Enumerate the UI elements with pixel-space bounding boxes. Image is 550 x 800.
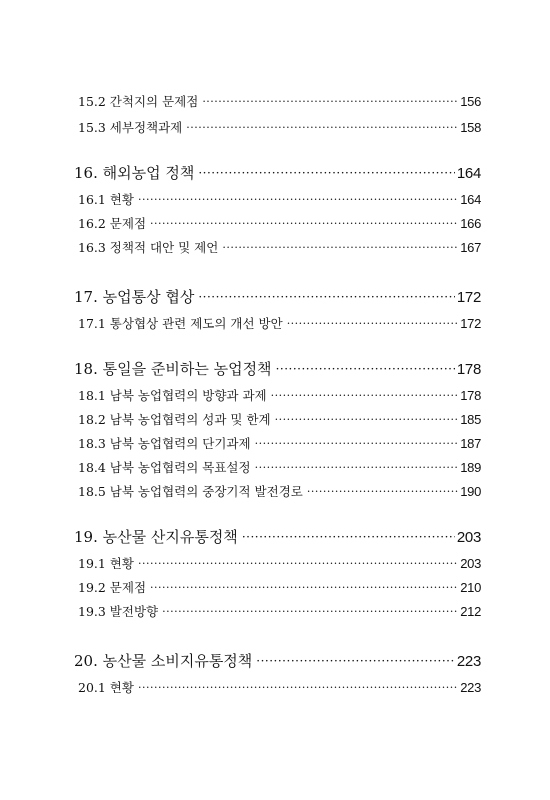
toc-entry-label: 18.3 남북 농업협력의 단기과제 bbox=[78, 436, 251, 451]
toc-entry-19-2 bbox=[78, 578, 481, 596]
dot-leader bbox=[162, 603, 458, 618]
toc-entry-label: 16.2 문제점 bbox=[78, 216, 147, 231]
toc-entry-label: 20.1 현황 bbox=[78, 680, 134, 695]
toc-entry-19-1 bbox=[78, 554, 481, 572]
dot-leader bbox=[202, 93, 458, 108]
toc-entry-label: 18.1 남북 농업협력의 방향과 과제 bbox=[78, 388, 267, 403]
toc-entry-label: 16.3 정책적 대안 및 제언 bbox=[78, 240, 219, 255]
dot-leader bbox=[186, 119, 458, 134]
toc-entry-15-3 bbox=[78, 118, 481, 136]
dot-leader bbox=[222, 239, 458, 254]
dot-leader bbox=[150, 579, 458, 594]
toc-chapter-label: 18. 통일을 준비하는 농업정책 bbox=[74, 360, 272, 378]
dot-leader bbox=[198, 163, 455, 181]
toc-entry-page: 190 bbox=[460, 484, 481, 499]
toc-chapter-label: 19. 농산물 산지유통정책 bbox=[74, 528, 238, 546]
toc-entry-16-1 bbox=[78, 190, 481, 208]
toc-entry-16-2 bbox=[78, 214, 481, 232]
dot-leader bbox=[256, 651, 455, 669]
toc-chapter-label: 17. 농업통상 협상 bbox=[74, 288, 195, 306]
toc-entry-page: 166 bbox=[460, 216, 481, 231]
dot-leader bbox=[307, 483, 458, 498]
toc-entry-18-2 bbox=[78, 410, 481, 428]
dot-leader bbox=[138, 555, 458, 570]
toc-entry-page: 167 bbox=[460, 240, 481, 255]
toc-chapter-page: 223 bbox=[456, 653, 481, 670]
toc-chapter-page: 172 bbox=[456, 289, 481, 306]
toc-entry-label: 18.2 남북 농업협력의 성과 및 한계 bbox=[78, 412, 271, 427]
toc-entry-page: 212 bbox=[460, 604, 481, 619]
dot-leader bbox=[138, 191, 458, 206]
dot-leader bbox=[287, 315, 459, 330]
dot-leader bbox=[275, 411, 459, 426]
toc-entry-page: 185 bbox=[460, 412, 481, 427]
toc-chapter-17 bbox=[74, 286, 481, 307]
toc-entry-label: 16.1 현황 bbox=[78, 192, 134, 207]
dot-leader bbox=[271, 387, 459, 402]
toc-entry-17-1 bbox=[78, 314, 481, 332]
toc-entry-15-2 bbox=[78, 92, 481, 110]
toc-chapter-20 bbox=[74, 650, 481, 671]
dot-leader bbox=[255, 435, 459, 450]
dot-leader bbox=[255, 459, 459, 474]
toc-chapter-label: 20. 농산물 소비지유통정책 bbox=[74, 652, 253, 670]
toc-entry-18-5 bbox=[78, 482, 481, 500]
toc-entry-page: 164 bbox=[460, 192, 481, 207]
toc-entry-label: 17.1 통상협상 관련 제도의 개선 방안 bbox=[78, 316, 283, 331]
toc-entry-label: 19.3 발전방향 bbox=[78, 604, 159, 619]
toc-entry-20-1 bbox=[78, 678, 481, 696]
toc-entry-page: 158 bbox=[460, 120, 481, 135]
toc-entry-label: 15.3 세부정책과제 bbox=[78, 120, 183, 135]
toc-entry-16-3 bbox=[78, 238, 481, 256]
toc-chapter-page: 164 bbox=[456, 165, 481, 182]
toc-chapter-16 bbox=[74, 162, 481, 183]
dot-leader bbox=[150, 215, 458, 230]
toc-entry-label: 19.2 문제점 bbox=[78, 580, 147, 595]
toc-entry-label: 18.5 남북 농업협력의 중장기적 발전경로 bbox=[78, 484, 303, 499]
dot-leader bbox=[138, 679, 458, 694]
toc-entry-page: 189 bbox=[460, 460, 481, 475]
toc-entry-18-3 bbox=[78, 434, 481, 452]
toc-entry-page: 203 bbox=[460, 556, 481, 571]
toc-entry-page: 156 bbox=[460, 94, 481, 109]
toc-entry-page: 172 bbox=[460, 316, 481, 331]
toc-entry-page: 223 bbox=[460, 680, 481, 695]
toc-entry-18-1 bbox=[78, 386, 481, 404]
toc-entry-label: 18.4 남북 농업협력의 목표설정 bbox=[78, 460, 251, 475]
dot-leader bbox=[242, 527, 455, 545]
dot-leader bbox=[276, 359, 455, 377]
dot-leader bbox=[198, 287, 455, 305]
toc-chapter-page: 203 bbox=[456, 529, 481, 546]
toc-chapter-19 bbox=[74, 526, 481, 547]
toc-chapter-label: 16. 해외농업 정책 bbox=[74, 164, 195, 182]
toc-chapter-page: 178 bbox=[456, 361, 481, 378]
toc-entry-label: 19.1 현황 bbox=[78, 556, 134, 571]
toc-entry-page: 187 bbox=[460, 436, 481, 451]
toc-entry-18-4 bbox=[78, 458, 481, 476]
toc-entry-label: 15.2 간척지의 문제점 bbox=[78, 94, 199, 109]
toc-entry-19-3 bbox=[78, 602, 481, 620]
toc-entry-page: 210 bbox=[460, 580, 481, 595]
toc-chapter-18 bbox=[74, 358, 481, 379]
toc-entry-page: 178 bbox=[460, 388, 481, 403]
